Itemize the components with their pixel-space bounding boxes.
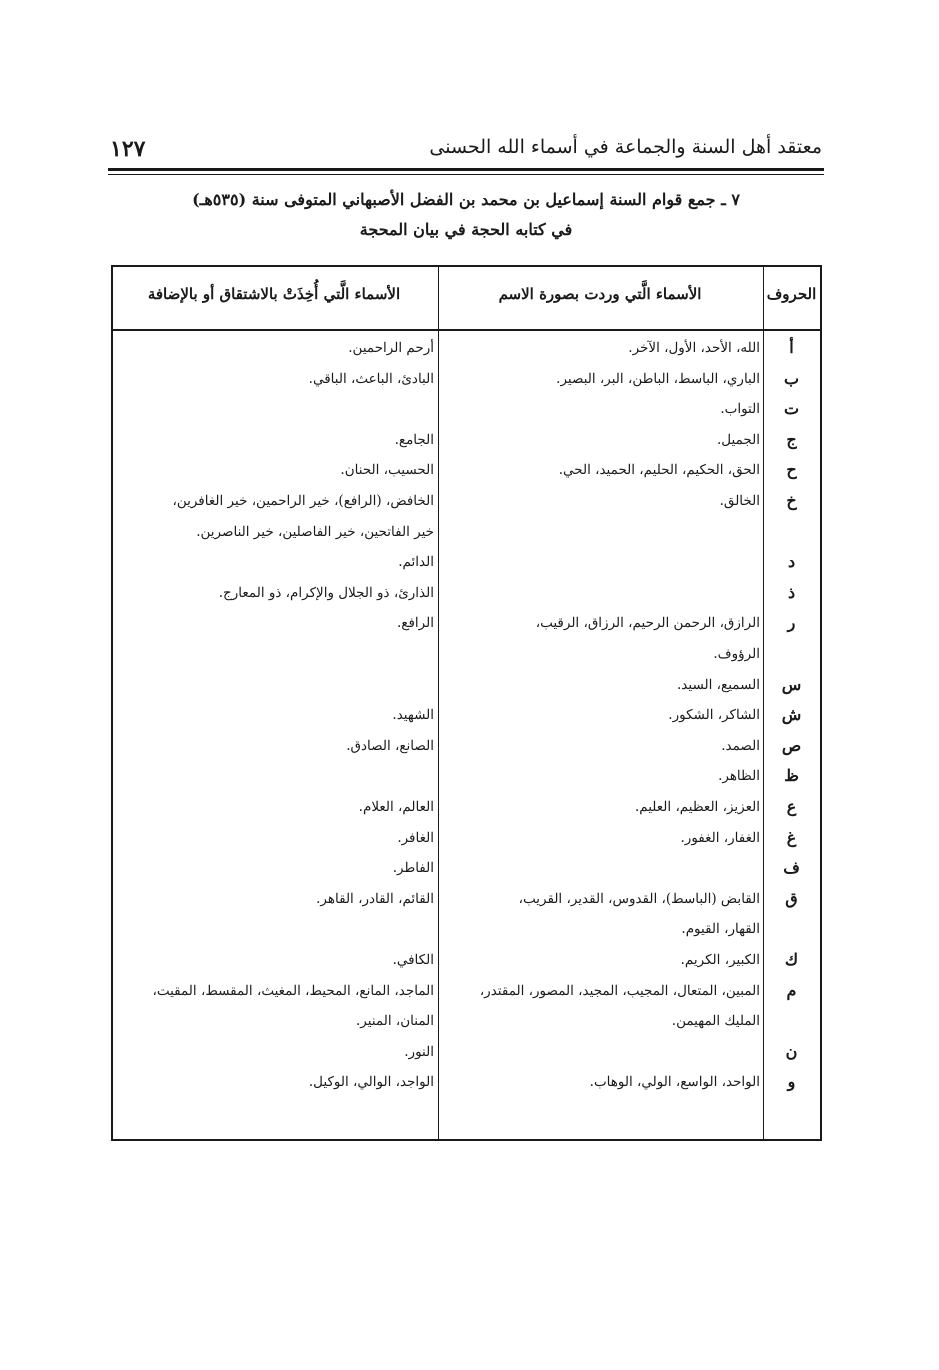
row-derived-names: النور.: [404, 1043, 434, 1060]
header-rule-thin: [108, 174, 824, 175]
section-heading-line2: في كتابه الحجة في بيان المحجة: [359, 220, 573, 239]
row-derived-names: الخافض، (الرافع)، خير الراحمين، خير الغافرين،: [172, 493, 434, 509]
row-letter: أ: [789, 338, 794, 357]
row-names: الصمد.: [721, 737, 760, 754]
names-table: [111, 265, 822, 1141]
row-names: السميع، السيد.: [677, 676, 760, 693]
row-names: الظاهر.: [718, 768, 760, 785]
row-letter: ن: [785, 1041, 798, 1061]
row-names: القابض (الباسط)، القدوس، القدير، القريب،: [518, 890, 760, 907]
row-letter: ب: [783, 368, 800, 388]
row-names: الغفار، الغفور.: [680, 829, 760, 846]
running-title: معتقد أهل السنة والجماعة في أسماء الله الحسنى: [429, 136, 822, 158]
table-row: [113, 1037, 820, 1067]
column-header-derived: الأسماء الَّتي أُخِذَتْ بالاشتقاق أو بالإضافة: [147, 285, 401, 303]
row-letter: ع: [786, 797, 797, 816]
row-letter: ر: [787, 613, 796, 633]
table-row: [113, 333, 820, 363]
section-heading-line1: ٧ ـ جمع قوام السنة إسماعيل بن محمد بن الفضل الأصبهاني المتوفى سنة (٥٣٥هـ): [192, 190, 740, 209]
row-derived-names: خير الفاتحين، خير الفاصلين، خير الناصرين.: [196, 523, 434, 540]
row-letter: ق: [785, 888, 798, 908]
table-row: [113, 700, 820, 730]
row-letter: ش: [781, 705, 802, 725]
table-row: [113, 945, 820, 975]
table-row: [113, 792, 820, 822]
table-row: [113, 884, 820, 914]
table-row: [113, 486, 820, 516]
table-row: [113, 364, 820, 394]
table-row: [113, 547, 820, 577]
section-heading: [110, 185, 822, 245]
row-letter: ج: [786, 429, 797, 449]
row-derived-names: الرافع.: [397, 615, 434, 632]
row-derived-names: الحسيب، الحنان.: [340, 462, 434, 479]
table-row: [113, 425, 820, 455]
row-derived-names: العالم، العلام.: [358, 799, 434, 815]
table-row: [113, 853, 820, 883]
row-names: الحق، الحكيم، الحليم، الحميد، الحي.: [558, 462, 760, 479]
row-letter: م: [786, 980, 797, 1000]
table-row: [113, 578, 820, 608]
row-derived-names: الواجد، الوالي، الوكيل.: [308, 1074, 434, 1091]
running-head: [110, 136, 822, 166]
row-names: الجميل.: [717, 431, 760, 448]
row-letter: ت: [783, 399, 800, 419]
row-names: الكبير، الكريم.: [680, 952, 760, 968]
table-row: [113, 1006, 820, 1036]
table-row: [113, 608, 820, 638]
row-derived-names: الماجد، المانع، المحيط، المغيث، المقسط، المقيت،: [152, 982, 434, 999]
row-letter: ح: [786, 460, 797, 480]
table-row: [113, 517, 820, 547]
row-names: القهار، القيوم.: [681, 921, 760, 938]
row-derived-names: الغافر.: [397, 829, 434, 846]
row-letter: غ: [786, 827, 797, 847]
row-letter: ك: [784, 950, 799, 969]
row-names: المليك المهيمن.: [671, 1013, 760, 1030]
row-names: المبين، المتعال، المجيب، المجيد، المصور، المقتدر،: [479, 982, 760, 999]
row-names: الرازق، الرحمن الرحيم، الرزاق، الرقيب،: [535, 615, 760, 632]
row-letter: ظ: [784, 766, 799, 786]
row-letter: ذ: [787, 582, 796, 602]
row-derived-names: المنان، المنير.: [356, 1013, 434, 1030]
row-derived-names: الشهيد.: [392, 707, 434, 724]
row-letter: خ: [786, 491, 797, 510]
table-row: [113, 761, 820, 791]
row-derived-names: البادئ، الباعث، الباقي.: [308, 370, 434, 387]
header-rule-thick: [108, 168, 824, 171]
table-row: [113, 639, 820, 669]
row-names: الخالق.: [719, 493, 760, 509]
table-row: [113, 455, 820, 485]
row-derived-names: الكافي.: [392, 952, 434, 968]
row-derived-names: الفاطر.: [392, 860, 434, 877]
row-letter: ف: [783, 858, 800, 878]
row-names: الرؤوف.: [713, 646, 760, 662]
row-names: الشاكر، الشكور.: [668, 707, 760, 724]
row-names: الواحد، الواسع، الولي، الوهاب.: [589, 1074, 760, 1091]
row-names: الله، الأحد، الأول، الآخر.: [628, 340, 760, 356]
table-row: [113, 731, 820, 761]
row-letter: ص: [781, 735, 802, 755]
row-letter: س: [781, 674, 802, 694]
row-names: الباري، الباسط، الباطن، البر، البصير.: [556, 370, 760, 387]
row-derived-names: القائم، القادر، القاهر.: [316, 890, 434, 907]
column-header-letters: الحروف: [766, 285, 817, 303]
table-row: [113, 670, 820, 700]
row-derived-names: الصانع، الصادق.: [346, 737, 434, 754]
row-letter: و: [787, 1072, 796, 1092]
table-row: [113, 394, 820, 424]
table-row: [113, 1067, 820, 1097]
row-derived-names: الدائم.: [398, 554, 434, 571]
row-derived-names: الجامع.: [394, 431, 434, 448]
page-number: ١٢٧: [110, 136, 146, 162]
row-letter: د: [787, 552, 796, 572]
header-divider: [113, 329, 820, 331]
row-names: العزيز، العظيم، العليم.: [634, 799, 760, 815]
column-header-names: الأسماء الَّتي وردت بصورة الاسم: [498, 285, 702, 303]
table-row: [113, 823, 820, 853]
row-derived-names: الذارئ، ذو الجلال والإكرام، ذو المعارج.: [218, 584, 434, 601]
table-row: [113, 976, 820, 1006]
table-row: [113, 914, 820, 944]
row-names: التواب.: [720, 401, 760, 418]
row-derived-names: أرحم الراحمين.: [348, 340, 434, 356]
